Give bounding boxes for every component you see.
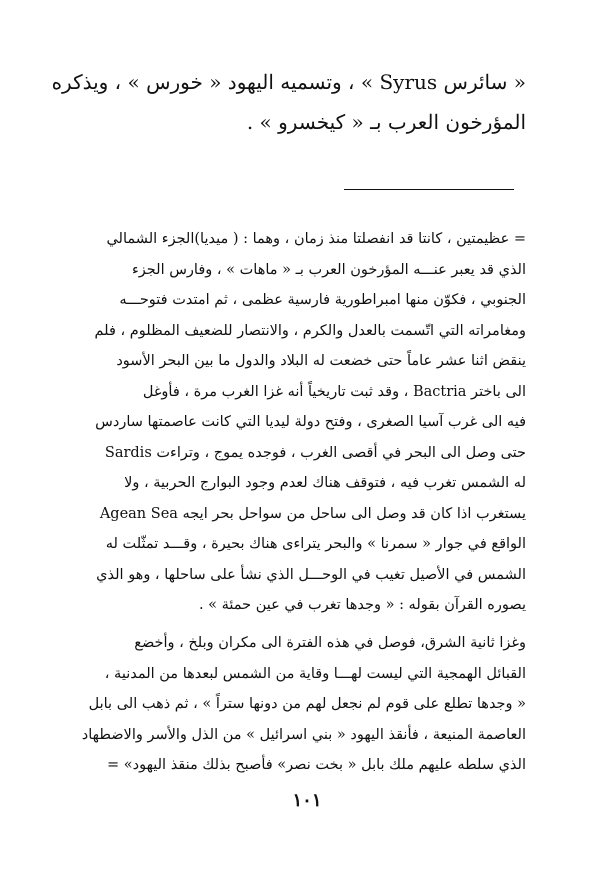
footnote-line: Sardis حتى وصل الى البحر في أقصى الغرب ، فوجده يموج ، وتراءت — [104, 444, 526, 461]
footnote-line: يصوره القرآن بقوله : « وجدها تغرب في عين حمئة » . — [198, 597, 526, 613]
main-paragraph — [51, 62, 526, 142]
footnote-line: الذي قد يعبر عنـــه المؤرخون العرب بـ « ماهات » ، وفارس الجزء — [131, 261, 526, 278]
main-line: « سائرس Syrus » ، وتسميه اليهود « خورس » ، ويذكره — [51, 70, 526, 94]
footnote-line: « وجدها تطلع على قوم لم نجعل لهم من دونها ستراً » ، ثم ذهب الى بابل — [88, 696, 526, 712]
footnote-line: يستغرب اذا كان قد وصل الى ساحل من سواحل بحر ايجه Agean Sea — [99, 505, 526, 522]
footnote-line: فيه الى غرب آسيا الصغرى ، وفتح دولة ليديا التي كانت عاصمتها ساردس — [95, 414, 526, 430]
footnote-line: له الشمس تغرب فيه ، فتوقف هناك لعدم وجود البوارج الحربية ، ولا — [124, 475, 526, 491]
footnote-line: العاصمة المنيعة ، فأنقذ اليهود « بني اسرائيل » من الذل والأسر والاضطهاد — [81, 726, 526, 743]
footnote-line: الجنوبي ، فكوّن منها امبراطورية فارسية عظمى ، ثم امتدت فتوحـــه — [119, 292, 526, 308]
footnote-separator — [344, 189, 514, 190]
footnote-line: الى باختر Bactria ، وقد ثبت تاريخياً أنه غزا الغرب مرة ، فأوغل — [142, 383, 526, 400]
footnote-paragraph-2 — [81, 628, 526, 781]
footnote-paragraph-1 — [96, 224, 526, 621]
page-number: ١٠١ — [292, 790, 322, 811]
footnote-line: الواقع في جوار « سمرنا » والبحر يتراءى هناك بحيرة ، وقـــد تمثّلت له — [105, 536, 526, 552]
footnote-line: وغزا ثانية الشرق، فوصل في هذه الفترة الى مكران وبلخ ، وأخضع — [134, 635, 526, 651]
footnote-line: الذي سلطه عليهم ملك بابل « بخت نصر» فأصبح بذلك منقذ اليهود» = — [107, 757, 526, 773]
footnote-line: ينقض اثنا عشر عاماً حتى خضعت له البلاد والدول ما بين البحر الأسود — [116, 353, 526, 369]
footnote-line: ومغامراته التي اتّسمت بالعدل والكرم ، والانتصار للضعيف المظلوم ، فلم — [94, 322, 526, 339]
footnote-line: القبائل الهمجية التي ليست لهـــا وقاية من الشمس لبعدها من المدنية ، — [104, 665, 526, 682]
footnote-line: = عظيمتين ، كانتا قد انفصلتا منذ زمان ، وهما : ( ميديا)الجزء الشمالي — [106, 231, 526, 247]
main-line: المؤرخون العرب بـ « كيخسرو » . — [246, 110, 526, 134]
footnote-line: الشمس في الأصيل تغيب في الوحـــل الذي نشأ على ساحلها ، وهو الذي — [96, 566, 526, 583]
